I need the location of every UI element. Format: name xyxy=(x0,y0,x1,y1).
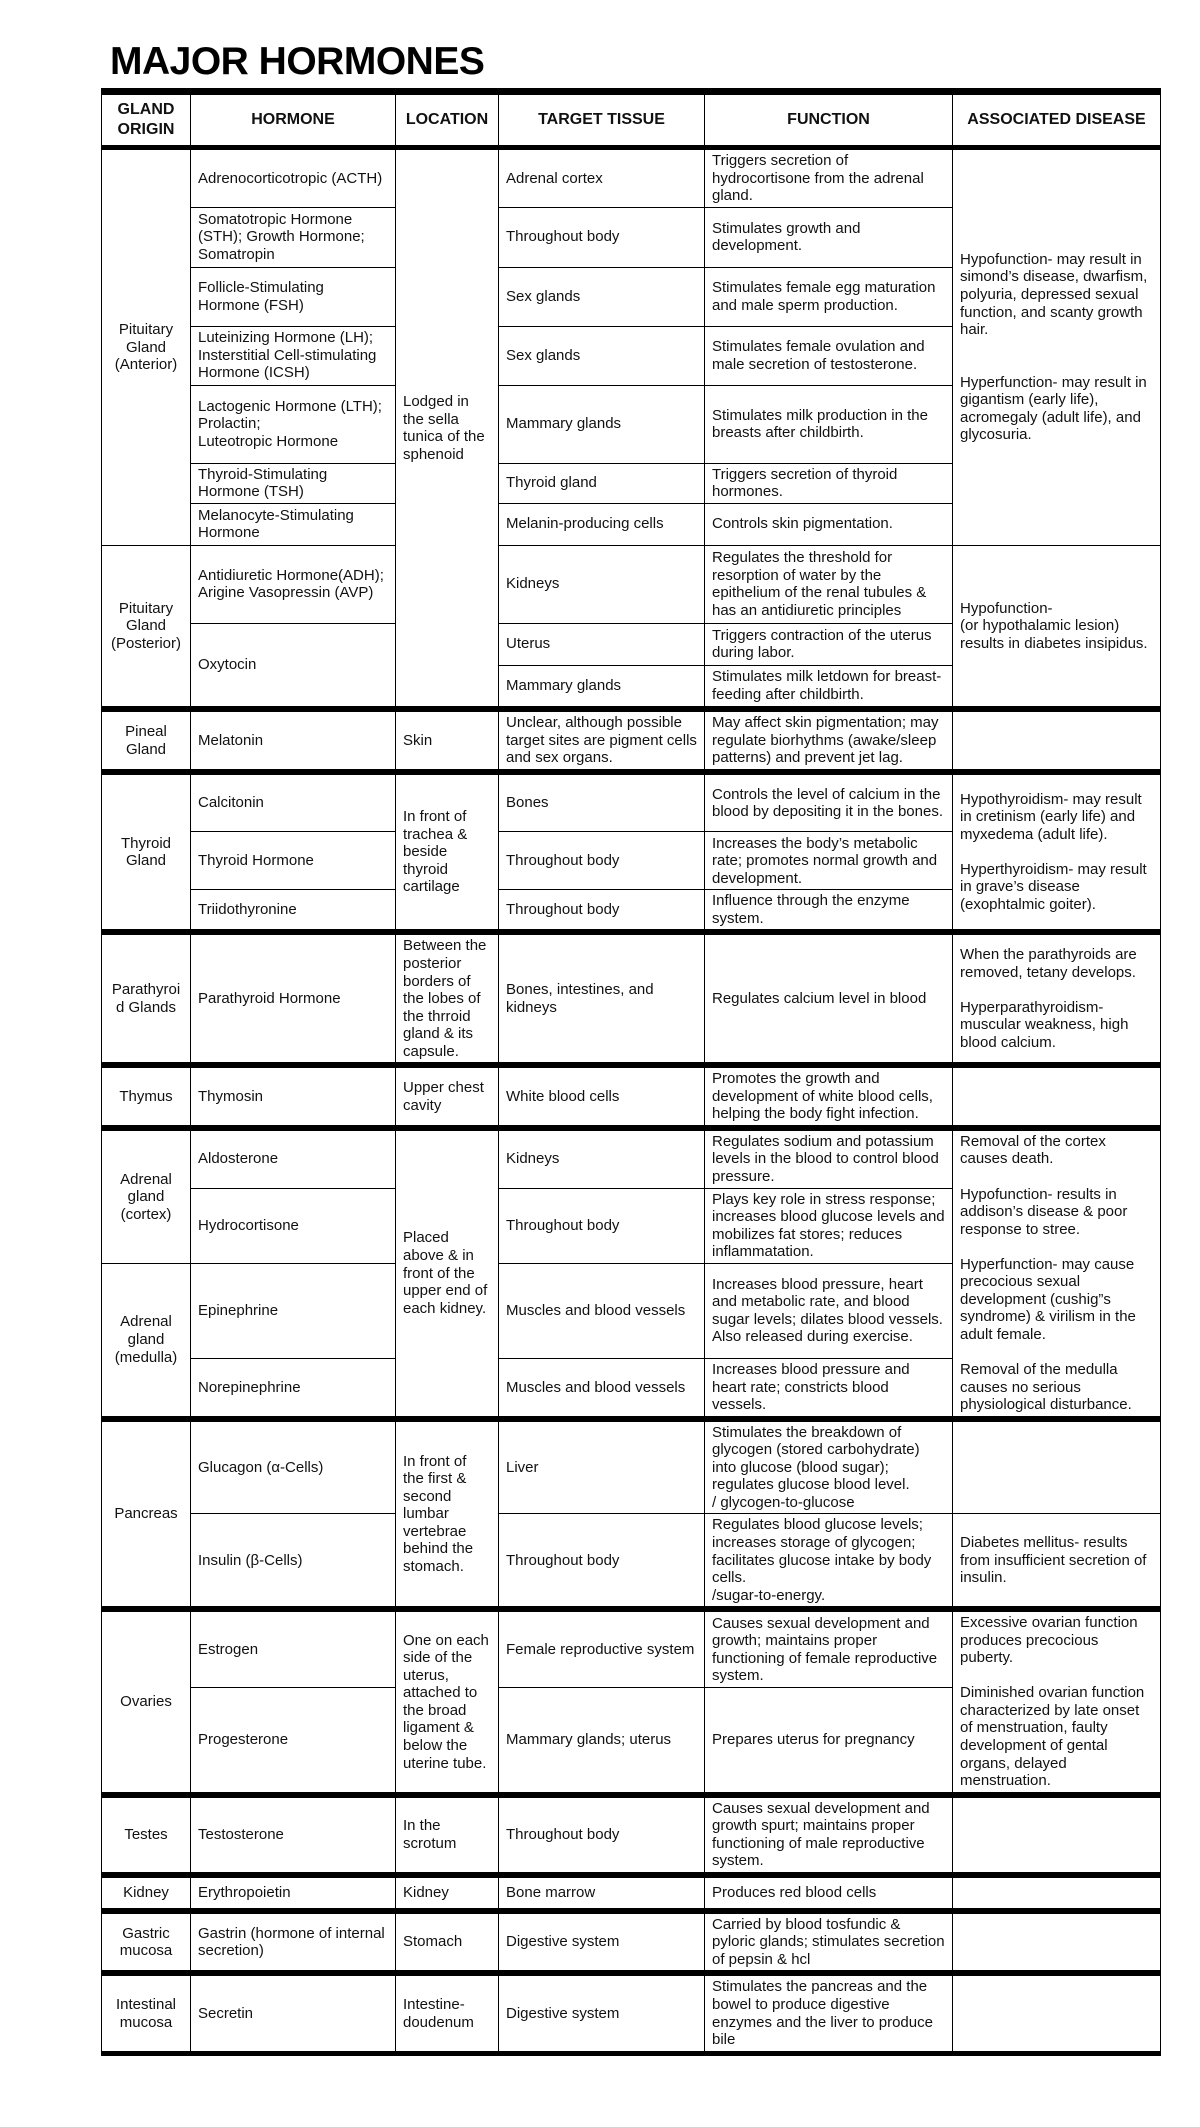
function-cell: Regulates blood glucose levels; increases storage of glycogen; facilitates glucose intake by body cells. /sugar-to-energy. xyxy=(705,1514,953,1609)
function-cell: Regulates calcium level in blood xyxy=(705,932,953,1065)
hormone-cell: Hydrocortisone xyxy=(191,1188,396,1263)
target-tissue-cell: Uterus xyxy=(499,623,705,665)
target-tissue-cell: White blood cells xyxy=(499,1065,705,1128)
gland-origin-cell: Testes xyxy=(102,1795,191,1875)
gland-origin-cell: Pituitary Gland (Anterior) xyxy=(102,148,191,546)
function-cell: Produces red blood cells xyxy=(705,1875,953,1911)
hormone-cell: Melanocyte-Stimulating Hormone xyxy=(191,503,396,545)
header-row xyxy=(102,92,1161,148)
table-row xyxy=(102,1514,1161,1609)
target-tissue-cell: Throughout body xyxy=(499,832,705,890)
location-cell: Upper chest cavity xyxy=(396,1065,499,1128)
location-cell: In front of the first & second lumbar vertebrae behind the stomach. xyxy=(396,1419,499,1609)
group-gastric-mucosa xyxy=(102,1911,1161,1974)
hormone-cell: Gastrin (hormone of internal secretion) xyxy=(191,1911,396,1974)
table-row xyxy=(102,772,1161,832)
target-tissue-cell: Mammary glands xyxy=(499,385,705,463)
table-row xyxy=(102,1973,1161,2053)
target-tissue-cell: Throughout body xyxy=(499,890,705,933)
target-tissue-cell: Throughout body xyxy=(499,1188,705,1263)
target-tissue-cell: Throughout body xyxy=(499,1795,705,1875)
group-intestinal-mucosa xyxy=(102,1973,1161,2053)
location-cell: In the scrotum xyxy=(396,1795,499,1875)
hormone-cell: Adrenocorticotropic (ACTH) xyxy=(191,148,396,208)
function-cell: Increases blood pressure, heart and metabolic rate, and blood sugar levels; dilates blood vessels. Also released during exercise. xyxy=(705,1263,953,1358)
function-cell: Stimulates milk production in the breasts after childbirth. xyxy=(705,385,953,463)
function-cell: Regulates the threshold for resorption of water by the epithelium of the renal tubules & has an antidiuretic principles xyxy=(705,545,953,623)
table-row xyxy=(102,1419,1161,1514)
function-cell: Stimulates the pancreas and the bowel to produce digestive enzymes and the liver to produce bile xyxy=(705,1973,953,2053)
target-tissue-cell: Throughout body xyxy=(499,207,705,267)
hormone-cell: Thyroid-Stimulating Hormone (TSH) xyxy=(191,463,396,503)
target-tissue-cell: Digestive system xyxy=(499,1911,705,1974)
hormone-cell: Parathyroid Hormone xyxy=(191,932,396,1065)
function-cell: Influence through the enzyme system. xyxy=(705,890,953,933)
function-cell: Stimulates female ovulation and male secretion of testosterone. xyxy=(705,326,953,385)
location-cell: Stomach xyxy=(396,1911,499,1974)
disease-cell xyxy=(953,1973,1161,2053)
disease-cell: Hypofunction- (or hypothalamic lesion) results in diabetes insipidus. xyxy=(953,545,1161,709)
target-tissue-cell: Muscles and blood vessels xyxy=(499,1359,705,1419)
group-adrenal xyxy=(102,1128,1161,1419)
location-cell: Lodged in the sella tunica of the sphenoid xyxy=(396,148,499,710)
page-title: MAJOR HORMONES xyxy=(110,40,485,83)
target-tissue-cell: Mammary glands; uterus xyxy=(499,1688,705,1795)
disease-cell xyxy=(953,709,1161,772)
group-pituitary xyxy=(102,148,1161,710)
hormone-cell: Insulin (β-Cells) xyxy=(191,1514,396,1609)
hormone-cell: Thymosin xyxy=(191,1065,396,1128)
disease-cell xyxy=(953,1065,1161,1128)
header-hormone: HORMONE xyxy=(191,92,396,148)
gland-origin-cell: Kidney xyxy=(102,1875,191,1911)
disease-cell: Diabetes mellitus- results from insufficient secretion of insulin. xyxy=(953,1514,1161,1609)
target-tissue-cell: Unclear, although possible target sites are pigment cells and sex organs. xyxy=(499,709,705,772)
target-tissue-cell: Muscles and blood vessels xyxy=(499,1263,705,1358)
location-cell: Placed above & in front of the upper end of each kidney. xyxy=(396,1128,499,1419)
hormone-cell: Erythropoietin xyxy=(191,1875,396,1911)
target-tissue-cell: Liver xyxy=(499,1419,705,1514)
function-cell: Increases blood pressure and heart rate; constricts blood vessels. xyxy=(705,1359,953,1419)
gland-origin-cell: Gastric mucosa xyxy=(102,1911,191,1974)
hormones-table xyxy=(101,88,1161,2056)
header-function: FUNCTION xyxy=(705,92,953,148)
table-row xyxy=(102,1609,1161,1687)
hormone-cell: Follicle-Stimulating Hormone (FSH) xyxy=(191,267,396,326)
function-cell: Causes sexual development and growth spurt; maintains proper functioning of male reproductive system. xyxy=(705,1795,953,1875)
hormone-cell: Antidiuretic Hormone(ADH); Arigine Vasopressin (AVP) xyxy=(191,545,396,623)
disease-cell: Hypofunction- may result in simond’s disease, dwarfism, polyuria, depressed sexual function, and scanty growth hair. Hyperfunction- may result in gigantism (early life), acromegaly (adult life), and glycosuria. xyxy=(953,148,1161,546)
function-cell: Stimulates growth and development. xyxy=(705,207,953,267)
group-kidney xyxy=(102,1875,1161,1911)
function-cell: Increases the body’s metabolic rate; promotes normal growth and development. xyxy=(705,832,953,890)
group-pancreas xyxy=(102,1419,1161,1609)
disease-cell xyxy=(953,1911,1161,1974)
disease-cell xyxy=(953,1875,1161,1911)
target-tissue-cell: Throughout body xyxy=(499,1514,705,1609)
hormone-cell: Progesterone xyxy=(191,1688,396,1795)
header-associated-disease: ASSOCIATED DISEASE xyxy=(953,92,1161,148)
function-cell: Triggers secretion of thyroid hormones. xyxy=(705,463,953,503)
hormone-cell: Estrogen xyxy=(191,1609,396,1687)
target-tissue-cell: Bones, intestines, and kidneys xyxy=(499,932,705,1065)
table-row xyxy=(102,148,1161,208)
gland-origin-cell: Parathyroi d Glands xyxy=(102,932,191,1065)
location-cell: Skin xyxy=(396,709,499,772)
table-row xyxy=(102,709,1161,772)
hormone-cell: Secretin xyxy=(191,1973,396,2053)
header-location: LOCATION xyxy=(396,92,499,148)
function-cell: Causes sexual development and growth; maintains proper functioning of female reproductive system. xyxy=(705,1609,953,1687)
target-tissue-cell: Adrenal cortex xyxy=(499,148,705,208)
disease-cell xyxy=(953,1419,1161,1514)
hormone-cell: Lactogenic Hormone (LTH); Prolactin; Luteotropic Hormone xyxy=(191,385,396,463)
hormone-cell: Luteinizing Hormone (LH); Insterstitial Cell-stimulating Hormone (ICSH) xyxy=(191,326,396,385)
hormone-cell: Testosterone xyxy=(191,1795,396,1875)
table-row xyxy=(102,932,1161,1065)
function-cell: Controls the level of calcium in the blood by depositing it in the bones. xyxy=(705,772,953,832)
group-ovaries xyxy=(102,1609,1161,1794)
table-row xyxy=(102,1911,1161,1974)
disease-cell: Hypothyroidism- may result in cretinism (early life) and myxedema (adult life). Hyperthyroidism- may result in grave’s disease (exophtalmic goiter). xyxy=(953,772,1161,933)
target-tissue-cell: Bones xyxy=(499,772,705,832)
target-tissue-cell: Digestive system xyxy=(499,1973,705,2053)
group-thyroid xyxy=(102,772,1161,933)
function-cell: Controls skin pigmentation. xyxy=(705,503,953,545)
function-cell: Triggers secretion of hydrocortisone from the adrenal gland. xyxy=(705,148,953,208)
table-row xyxy=(102,1065,1161,1128)
function-cell: Promotes the growth and development of white blood cells, helping the body fight infection. xyxy=(705,1065,953,1128)
function-cell: Stimulates the breakdown of glycogen (stored carbohydrate) into glucose (blood sugar); regulates glucose blood level. / glycogen-to-glucose xyxy=(705,1419,953,1514)
function-cell: Carried by blood tosfundic & pyloric glands; stimulates secretion of pepsin & hcl xyxy=(705,1911,953,1974)
gland-origin-cell: Adrenal gland (medulla) xyxy=(102,1263,191,1418)
hormone-cell: Thyroid Hormone xyxy=(191,832,396,890)
table-header xyxy=(102,92,1161,148)
target-tissue-cell: Thyroid gland xyxy=(499,463,705,503)
gland-origin-cell: Pineal Gland xyxy=(102,709,191,772)
hormone-cell: Somatotropic Hormone (STH); Growth Hormone; Somatropin xyxy=(191,207,396,267)
hormone-cell: Norepinephrine xyxy=(191,1359,396,1419)
gland-origin-cell: Ovaries xyxy=(102,1609,191,1794)
target-tissue-cell: Sex glands xyxy=(499,326,705,385)
hormone-cell: Calcitonin xyxy=(191,772,396,832)
group-thymus xyxy=(102,1065,1161,1128)
hormone-cell: Melatonin xyxy=(191,709,396,772)
hormone-cell: Epinephrine xyxy=(191,1263,396,1358)
function-cell: Regulates sodium and potassium levels in the blood to control blood pressure. xyxy=(705,1128,953,1188)
target-tissue-cell: Kidneys xyxy=(499,1128,705,1188)
table-row xyxy=(102,1128,1161,1188)
location-cell: Intestine-doudenum xyxy=(396,1973,499,2053)
target-tissue-cell: Female reproductive system xyxy=(499,1609,705,1687)
function-cell: Prepares uterus for pregnancy xyxy=(705,1688,953,1795)
group-pineal xyxy=(102,709,1161,772)
gland-origin-cell: Thyroid Gland xyxy=(102,772,191,933)
table-row xyxy=(102,1795,1161,1875)
disease-cell: When the parathyroids are removed, tetany develops. Hyperparathyroidism- muscular weakness, high blood calcium. xyxy=(953,932,1161,1065)
gland-origin-cell: Adrenal gland (cortex) xyxy=(102,1128,191,1263)
disease-cell xyxy=(953,1795,1161,1875)
disease-cell: Excessive ovarian function produces precocious puberty. Diminished ovarian function characterized by late onset of menstruation, faulty development of gental organs, delayed menstruation. xyxy=(953,1609,1161,1794)
gland-origin-cell: Pituitary Gland (Posterior) xyxy=(102,545,191,709)
gland-origin-cell: Intestinal mucosa xyxy=(102,1973,191,2053)
header-target-tissue: TARGET TISSUE xyxy=(499,92,705,148)
hormone-cell: Glucagon (α-Cells) xyxy=(191,1419,396,1514)
header-gland-origin: GLAND ORIGIN xyxy=(102,92,191,148)
function-cell: Stimulates milk letdown for breast-feeding after childbirth. xyxy=(705,665,953,709)
target-tissue-cell: Melanin-producing cells xyxy=(499,503,705,545)
hormone-cell: Aldosterone xyxy=(191,1128,396,1188)
function-cell: May affect skin pigmentation; may regulate biorhythms (awake/sleep patterns) and prevent jet lag. xyxy=(705,709,953,772)
target-tissue-cell: Sex glands xyxy=(499,267,705,326)
table-row xyxy=(102,1875,1161,1911)
group-parathyroid xyxy=(102,932,1161,1065)
disease-cell: Removal of the cortex causes death. Hypofunction- results in addison’s disease & poor response to stree. Hyperfunction- may cause precocious sexual development (cushig”s syndrome) & virilism in the adult female. Removal of the medulla causes no serious physiological disturbance. xyxy=(953,1128,1161,1419)
gland-origin-cell: Thymus xyxy=(102,1065,191,1128)
group-testes xyxy=(102,1795,1161,1875)
table-row xyxy=(102,545,1161,623)
gland-origin-cell: Pancreas xyxy=(102,1419,191,1609)
location-cell: Kidney xyxy=(396,1875,499,1911)
location-cell: In front of trachea & beside thyroid cartilage xyxy=(396,772,499,933)
function-cell: Triggers contraction of the uterus during labor. xyxy=(705,623,953,665)
target-tissue-cell: Mammary glands xyxy=(499,665,705,709)
hormone-cell: Oxytocin xyxy=(191,623,396,709)
function-cell: Plays key role in stress response; increases blood glucose levels and mobilizes fat stores; reduces inflammatation. xyxy=(705,1188,953,1263)
hormone-cell: Triidothyronine xyxy=(191,890,396,933)
location-cell: One on each side of the uterus, attached to the broad ligament & below the uterine tube. xyxy=(396,1609,499,1794)
location-cell: Between the posterior borders of the lobes of the thrroid gland & its capsule. xyxy=(396,932,499,1065)
target-tissue-cell: Kidneys xyxy=(499,545,705,623)
function-cell: Stimulates female egg maturation and male sperm production. xyxy=(705,267,953,326)
target-tissue-cell: Bone marrow xyxy=(499,1875,705,1911)
